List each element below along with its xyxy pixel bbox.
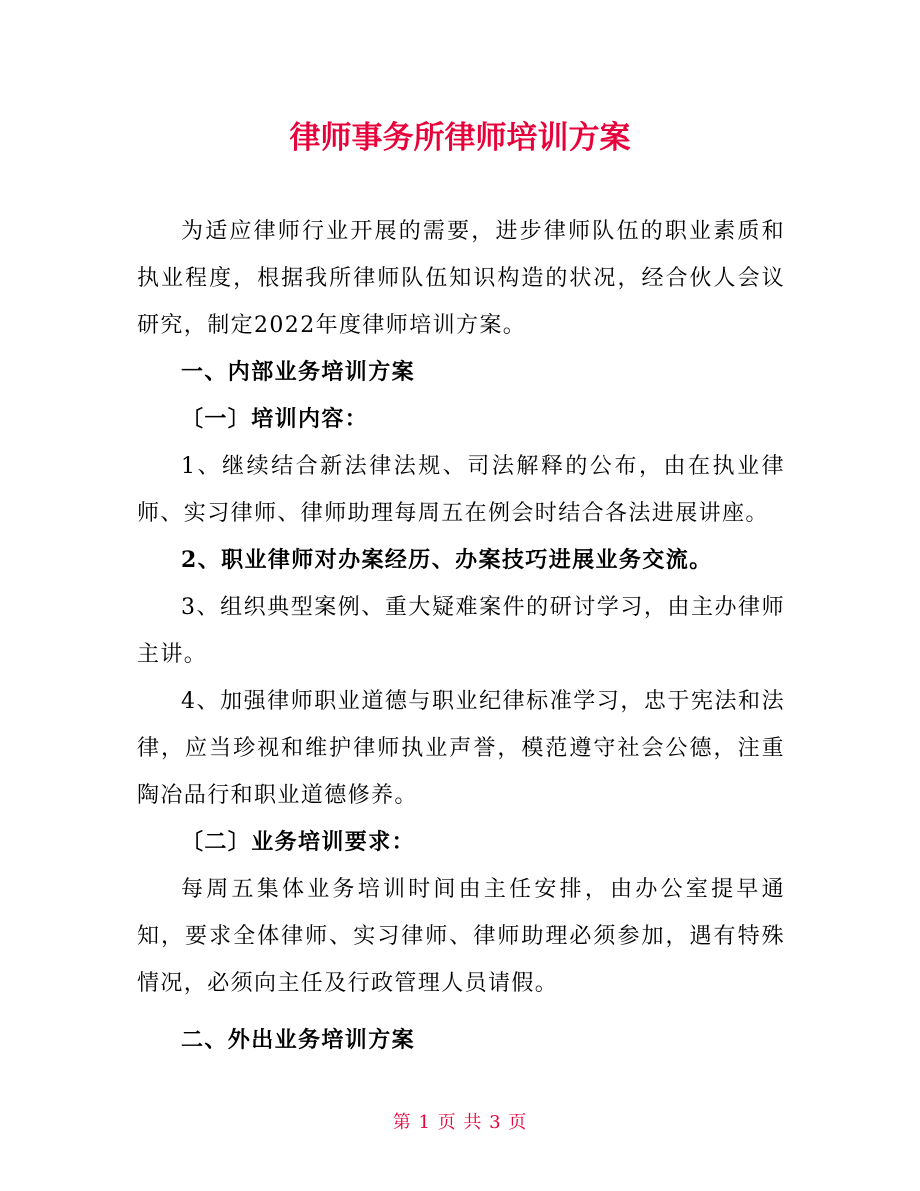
section-heading-external-training: 二、外出业务培训方案 [181, 1027, 416, 1053]
list-item-2: 2、职业律师对办案经历、办案技巧进展业务交流。 [181, 547, 713, 573]
list-item-1: 1、继续结合新法律法规、司法解释的公布，由在执业律师、实习律师、律师助理每周五在例会时结合各法进展讲座。 [137, 454, 785, 526]
document-title: 律师事务所律师培训方案 [289, 120, 631, 156]
subsection-heading-training-content: 〔一〕培训内容： [181, 406, 369, 432]
requirements-paragraph: 每周五集体业务培训时间由主任安排，由办公室提早通知，要求全体律师、实习律师、律师助理必须参加，遇有特殊情况，必须向主任及行政管理人员请假。 [137, 877, 785, 996]
page-number-footer: 第 1 页 共 3 页 [392, 1112, 528, 1133]
intro-paragraph: 为适应律师行业开展的需要，进步律师队伍的职业素质和执业程度，根据我所律师队伍知识构造的状况，经合伙人会议研究，制定2022年度律师培训方案。 [137, 219, 785, 338]
document-body [137, 208, 785, 1064]
list-item-3: 3、组织典型案例、重大疑难案件的研讨学习，由主办律师主讲。 [137, 595, 785, 667]
section-heading-internal-training: 一、内部业务培训方案 [181, 359, 416, 385]
list-item-4: 4、加强律师职业道德与职业纪律标准学习，忠于宪法和法律，应当珍视和维护律师执业声誉，模范遵守社会公德，注重陶冶品行和职业道德修养。 [137, 689, 785, 808]
subsection-heading-training-requirements: 〔二〕业务培训要求： [181, 829, 416, 855]
